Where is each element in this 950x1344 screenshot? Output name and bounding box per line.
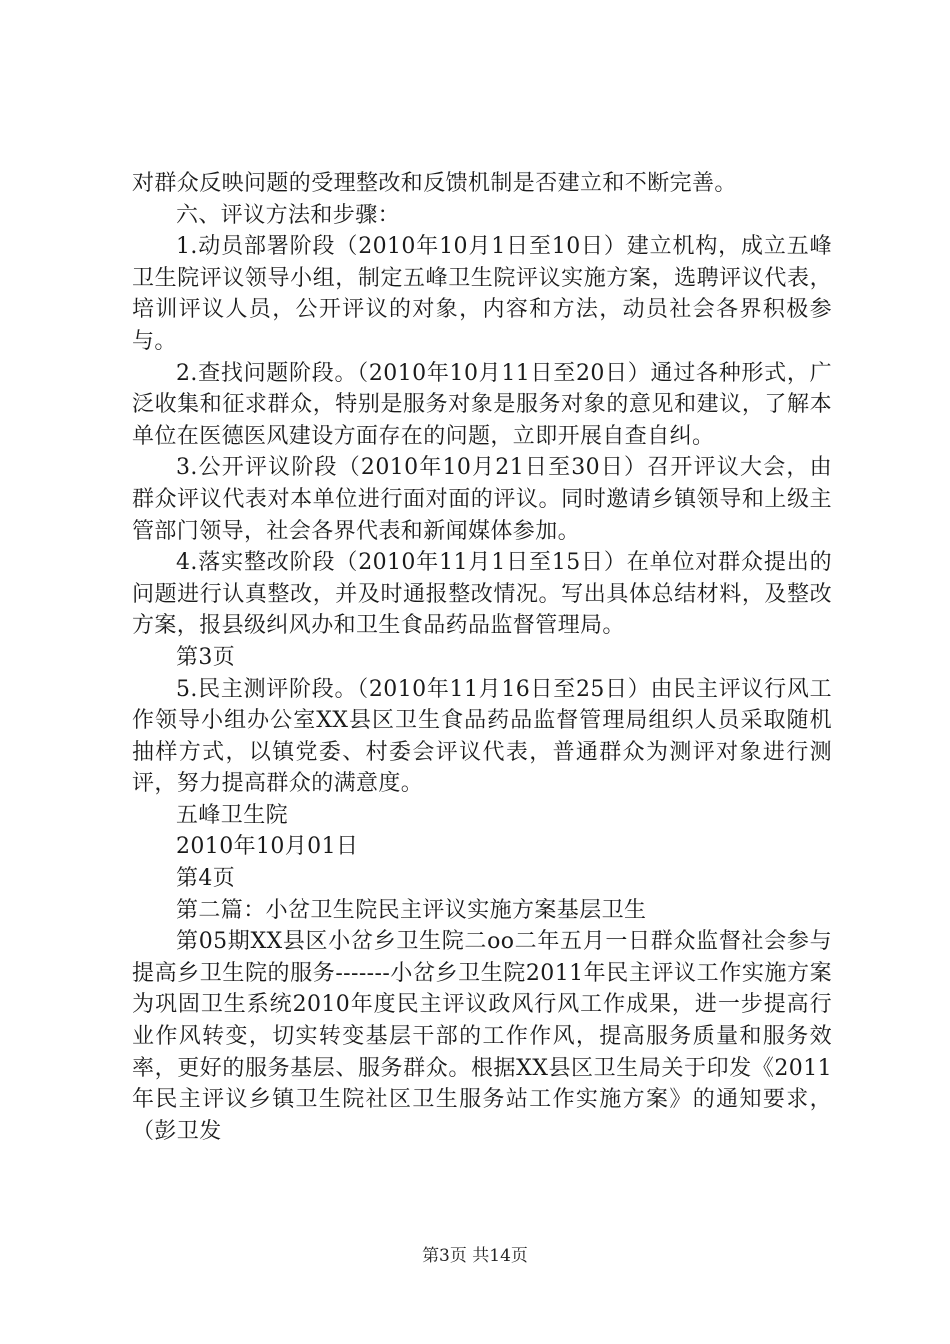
paragraph-5: 3.公开评议阶段（2010年10月21日至30日）召开评议大会，由群众评议代表对本单位进行面对面的评议。同时邀请乡镇领导和上级主管部门领导，社会各界代表和新闻媒体参加。: [132, 455, 832, 544]
section-heading: 第二篇：小岔卫生院民主评议实施方案基层卫生: [176, 897, 647, 923]
page-marker-4: 第4页: [176, 866, 236, 892]
signature-date: 2010年10月01日: [176, 834, 359, 860]
paragraph-6: 4.落实整改阶段（2010年11月1日至15日）在单位对群众提出的问题进行认真整改，并及时通报整改情况。写出具体总结材料，及整改方案，报县级纠风办和卫生食品药品监督管理局。: [132, 550, 832, 639]
paragraph-4: 2.查找问题阶段。（2010年10月11日至20日）通过各种形式，广泛收集和征求群众，特别是服务对象是服务对象的意见和建议，了解本单位在医德医风建设方面存在的问题，立即开展自查自纠。: [132, 360, 832, 449]
page-footer: 第3页 共14页: [422, 1246, 528, 1266]
paragraph-1: 对群众反映问题的受理整改和反馈机制是否建立和不断完善。: [132, 171, 737, 196]
paragraph-7: 5.民主测评阶段。（2010年11月16日至25日）由民主评议行风工作领导小组办公室XX县区卫生食品药品监督管理局组织人员采取随机抽样方式，以镇党委、村委会评议代表，普通群众为测评对象进行测评，努力提高群众的满意度。: [132, 676, 832, 797]
document-body: [132, 168, 832, 1147]
paragraph-2: 六、评议方法和步骤：: [176, 202, 401, 228]
paragraph-3: 1.动员部署阶段（2010年10月1日至10日）建立机构，成立五峰卫生院评议领导小组，制定五峰卫生院评议实施方案，选聘评议代表，培训评议人员，公开评议的对象，内容和方法，动员社会各界积极参与。: [132, 234, 832, 354]
paragraph-8: 第05期XX县区小岔乡卫生院二oo二年五月一日群众监督社会参与提高乡卫生院的服务-------小岔乡卫生院2011年民主评议工作实施方案为巩固卫生系统2010年度民主评议政风行风工作成果，进一步提高行业作风转变，切实转变基层干部的工作作风，提高服务质量和服务效率，更好的服务基层、服务群众。根据XX县区卫生局关于印发《2011年民主评议乡镇卫生院社区卫生服务站工作实施方案》的通知要求，（彭卫发: [132, 929, 832, 1144]
signature-org: 五峰卫生院: [176, 802, 289, 828]
page-marker-3: 第3页: [176, 644, 236, 670]
